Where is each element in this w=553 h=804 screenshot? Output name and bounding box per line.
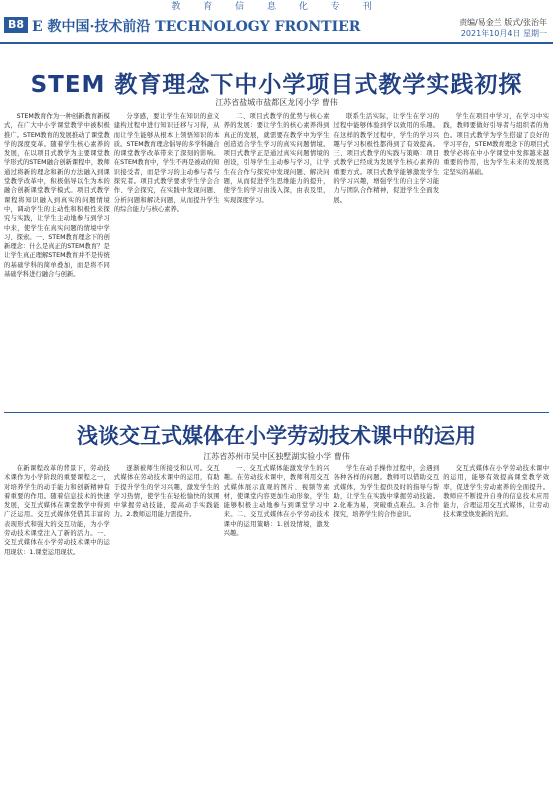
article2-column: 一、交互式媒体能激发学生的兴趣。在劳动技术课中，教师利用交互式媒体展示直观的图片、视频等素材，使课堂内容更加生动形象，学生能够积极主动地参与到课堂学习中来。二、交互式媒体在小学劳动技术课中的运用策略：1.创设情境，激发兴趣。 xyxy=(223,465,330,538)
article2-title: 浅谈交互式媒体在小学劳动技术课中的运用 xyxy=(77,424,476,448)
issue-date: 2021年10月4日 星期一 xyxy=(460,29,547,38)
article2-column: 学生在动手操作过程中，会遇到各种各样的问题。教师可以借助交互式媒体，为学生提供及时的指导与帮助，让学生在实践中掌握劳动技能。2.化难为易，突破重点难点。3.合作探究，培养学生的合作意识。 xyxy=(333,465,440,519)
article1-column: 二、项目式教学的优势与核心素养的发展：要让学生的核心素养得到真正的发展，就需要在教学中为学生创造适合学生学习的真实问题情境。项目式教学正是通过真实问题情境的创设，引导学生主动参与学习，让学生在合作与探究中发现问题、解决问题，从而促进学生思维能力的提升，使学生的学习由浅入深，由表及里，实现深度学习。 xyxy=(223,113,330,204)
masthead xyxy=(0,14,553,44)
article2-column: 交互式媒体在小学劳动技术课中的运用，能够有效提高课堂教学效率，促进学生劳动素养的全面提升。教师应不断提升自身的信息技术应用能力，合理运用交互式媒体，让劳动技术课堂焕发新的光彩。 xyxy=(443,465,549,519)
article2-column: 在新课程改革的背景下，劳动技术课作为小学阶段的重要课程之一，对培养学生的动手能力和创新精神有着重要的作用。随着信息技术的快速发展，交互式媒体在课堂教学中得到广泛运用。交互式媒体凭借其丰富的表现形式和强大的交互功能，为小学劳动技术课堂注入了新的活力。一、交互式媒体在小学劳动技术课中的运用现状：1.课堂运用现状。 xyxy=(4,465,110,556)
article1-title: STEM 教育理念下中小学项目式教学实践初探 xyxy=(30,72,523,98)
section-title: E 教中国·技术前沿 TECHNOLOGY FRONTIER xyxy=(32,19,361,35)
article1-column: STEM教育作为一种创新教育新模式，在广大中小学课堂教学中被积极推广。STEM教育的发展推动了课堂教学的深度变革。随着学生核心素养的发展，在以项目式教学为主要课堂教学形式的STEM融合创新课程中，教师通过将新的理念和新的方法融入到课堂教学改革中，积极倡导以生为本的融合创新课堂教学模式。项目式教学课程将知识融入到真实的问题情境中，调动学生的主动性和积极性来探究与实践，让学生主动地参与到学习中来，使学生在真实问题的情境中学习、探索。一、STEM教育理念下的创新理念：什么是真正的STEM教育？是让学生真正理解STEM教育并不是传统的基础学科的简单叠加，而是将不同基础学科进行融合与创新。 xyxy=(4,113,110,279)
masthead-meta xyxy=(459,17,547,39)
article2-column: 逐渐被师生所接受和认可。交互式媒体在劳动技术课中的运用，有助于提升学生的学习兴趣，激发学生的学习热情，使学生在轻松愉快的氛围中掌握劳动技能，提高动手实践能力。2.教师运用能力需提升。 xyxy=(113,465,220,519)
masthead-topline: 教 育 信 息 化 专 刊 xyxy=(171,2,382,12)
article1-column: 联系生活实际，让学生在学习的过程中能够体验到学以致用的乐趣。在这样的教学过程中，学生的学习兴趣与学习积极性都得到了有效提高。三、项目式教学的实践与策略：项目式教学已经成为发展学生核心素养的重要方式。项目式教学能够激发学生的学习兴趣，增强学生的自主学习能力与团队合作精神，促进学生全面发展。 xyxy=(333,113,440,204)
article1-column: 分享感，要让学生在知识的意义建构过程中进行知识迁移与习得，从而让学生能够从根本上领悟知识的本质。STEM教育理念倡导的多学科融合的课堂教学改革带来了深刻的影响。在STEM教育中，学生不再是被动的知识接受者，而是学习的主动参与者与探究者。项目式教学要求学生学会合作、学会探究，在实践中发现问题、分析问题和解决问题，从而提升学生的综合能力与核心素养。 xyxy=(113,113,220,213)
page-number: B8 xyxy=(4,17,28,33)
article2-body xyxy=(4,464,549,802)
editor-credit: 责编/易金兰 版式/张治年 xyxy=(459,18,547,27)
article1-body xyxy=(4,112,549,402)
article-divider xyxy=(4,412,549,413)
article1-column: 学生在项目中学习，在学习中实践，教师要做好引导者与组织者的角色。项目式教学为学生搭建了良好的学习平台，STEM教育理念下的项目式教学必将在中小学课堂中发挥越来越重要的作用，也为学生未来的发展奠定坚实的基础。 xyxy=(443,113,549,176)
article2-byline: 江苏省苏州市吴中区独墅湖实验小学 曹伟 xyxy=(203,452,350,461)
article1-byline: 江苏省盐城市盐都区龙冈小学 曹伟 xyxy=(215,98,338,107)
